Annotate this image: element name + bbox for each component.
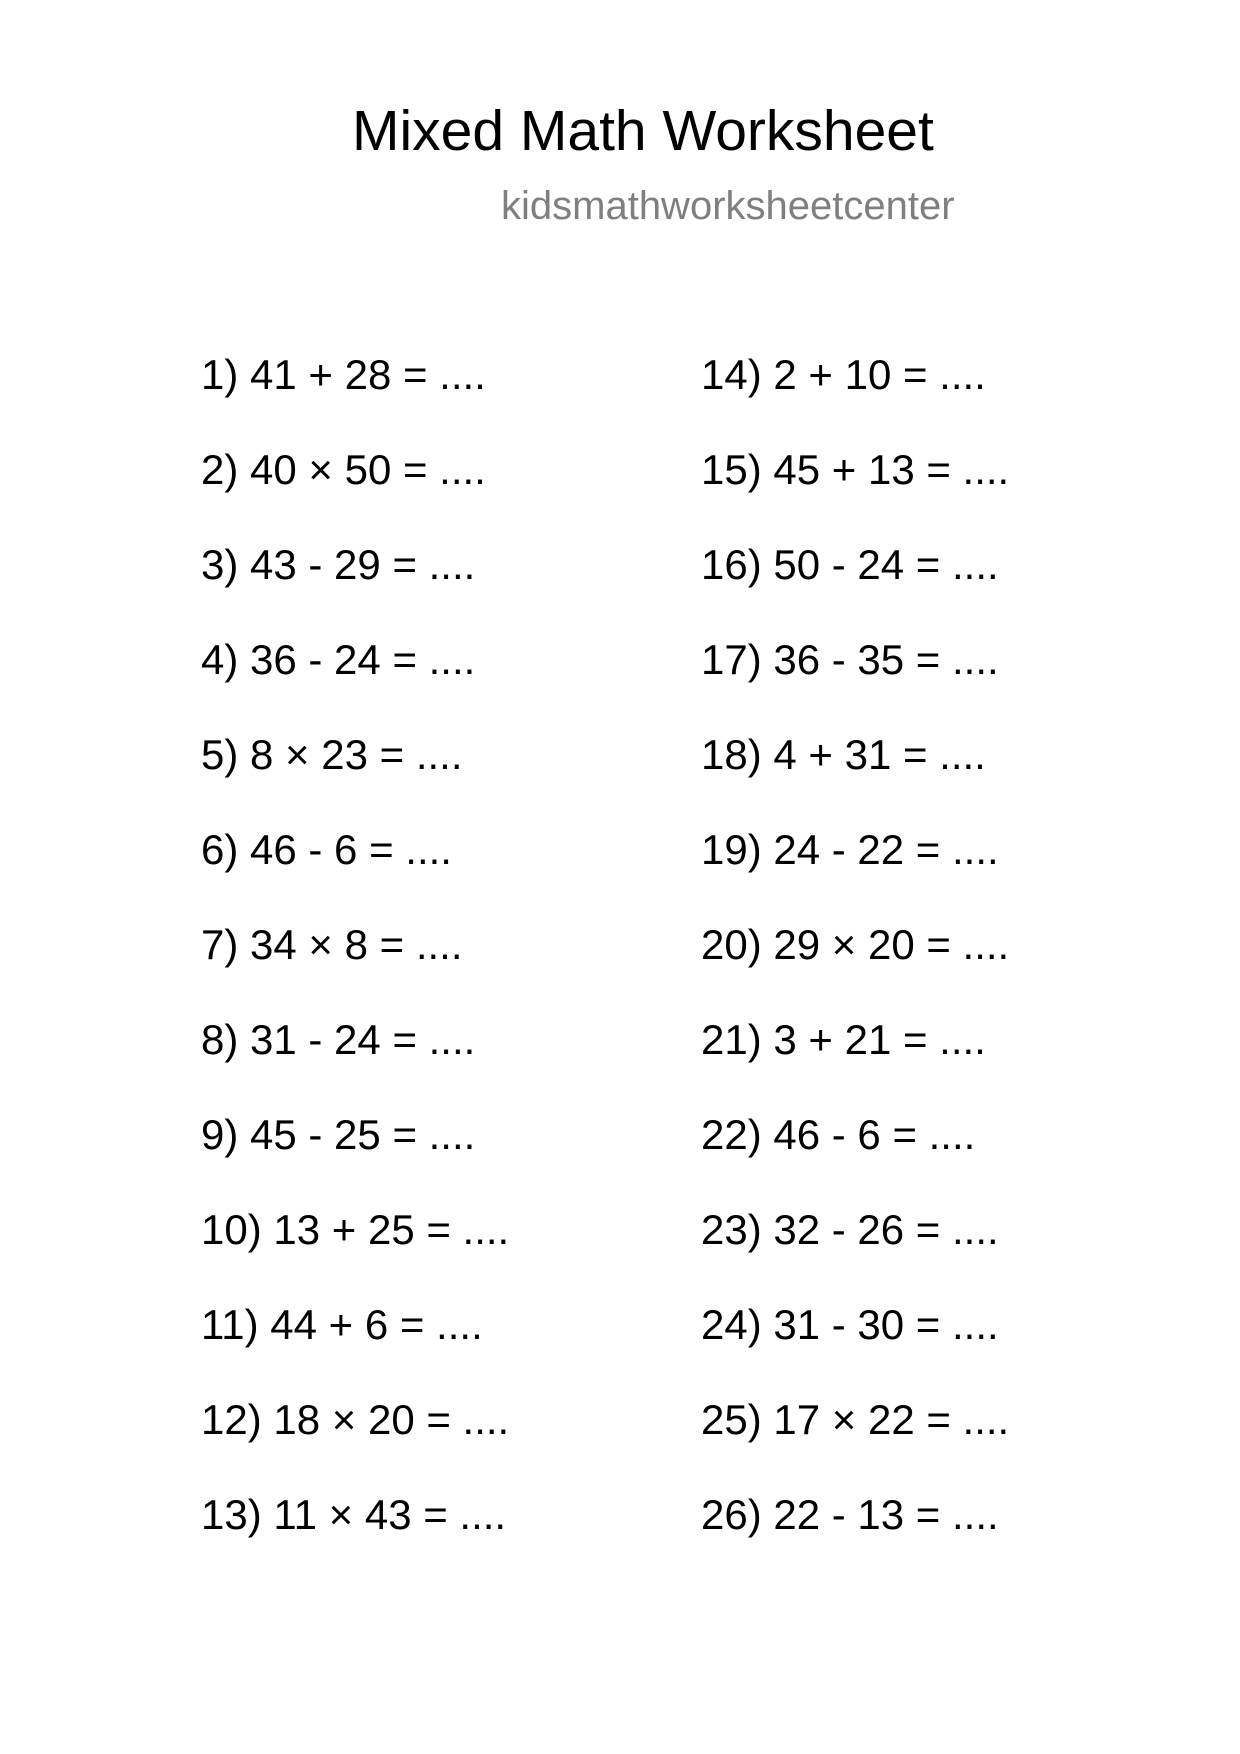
problem-item: 8) 31 - 24 = ....	[201, 1016, 476, 1063]
problem-item: 14) 2 + 10 = ....	[701, 351, 986, 398]
problem-item: 15) 45 + 13 = ....	[701, 446, 1010, 493]
problem-item: 11) 44 + 6 = ....	[201, 1301, 483, 1348]
source-label: kidsmathworksheetcenter	[501, 184, 955, 228]
problem-item: 4) 36 - 24 = ....	[201, 636, 476, 683]
problem-item: 13) 11 × 43 = ....	[201, 1491, 507, 1538]
problem-item: 16) 50 - 24 = ....	[701, 541, 999, 588]
problem-item: 22) 46 - 6 = ....	[701, 1111, 976, 1158]
problem-item: 25) 17 × 22 = ....	[701, 1396, 1010, 1443]
problem-item: 21) 3 + 21 = ....	[701, 1016, 986, 1063]
problem-item: 3) 43 - 29 = ....	[201, 541, 476, 588]
problem-item: 9) 45 - 25 = ....	[201, 1111, 476, 1158]
problem-item: 26) 22 - 13 = ....	[701, 1491, 999, 1538]
problem-item: 1) 41 + 28 = ....	[201, 351, 486, 398]
problem-item: 19) 24 - 22 = ....	[701, 826, 999, 873]
problem-item: 6) 46 - 6 = ....	[201, 826, 452, 873]
worksheet-title: Mixed Math Worksheet	[352, 99, 934, 163]
problem-item: 24) 31 - 30 = ....	[701, 1301, 999, 1348]
problem-item: 18) 4 + 31 = ....	[701, 731, 986, 778]
problem-item: 23) 32 - 26 = ....	[701, 1206, 999, 1253]
problem-item: 17) 36 - 35 = ....	[701, 636, 999, 683]
problem-item: 12) 18 × 20 = ....	[201, 1396, 510, 1443]
problems-left-column	[201, 350, 641, 1585]
problem-item: 7) 34 × 8 = ....	[201, 921, 463, 968]
problems-right-column	[701, 350, 1141, 1585]
problem-item: 10) 13 + 25 = ....	[201, 1206, 510, 1253]
problem-item: 5) 8 × 23 = ....	[201, 731, 463, 778]
problem-item: 20) 29 × 20 = ....	[701, 921, 1010, 968]
problem-item: 2) 40 × 50 = ....	[201, 446, 486, 493]
